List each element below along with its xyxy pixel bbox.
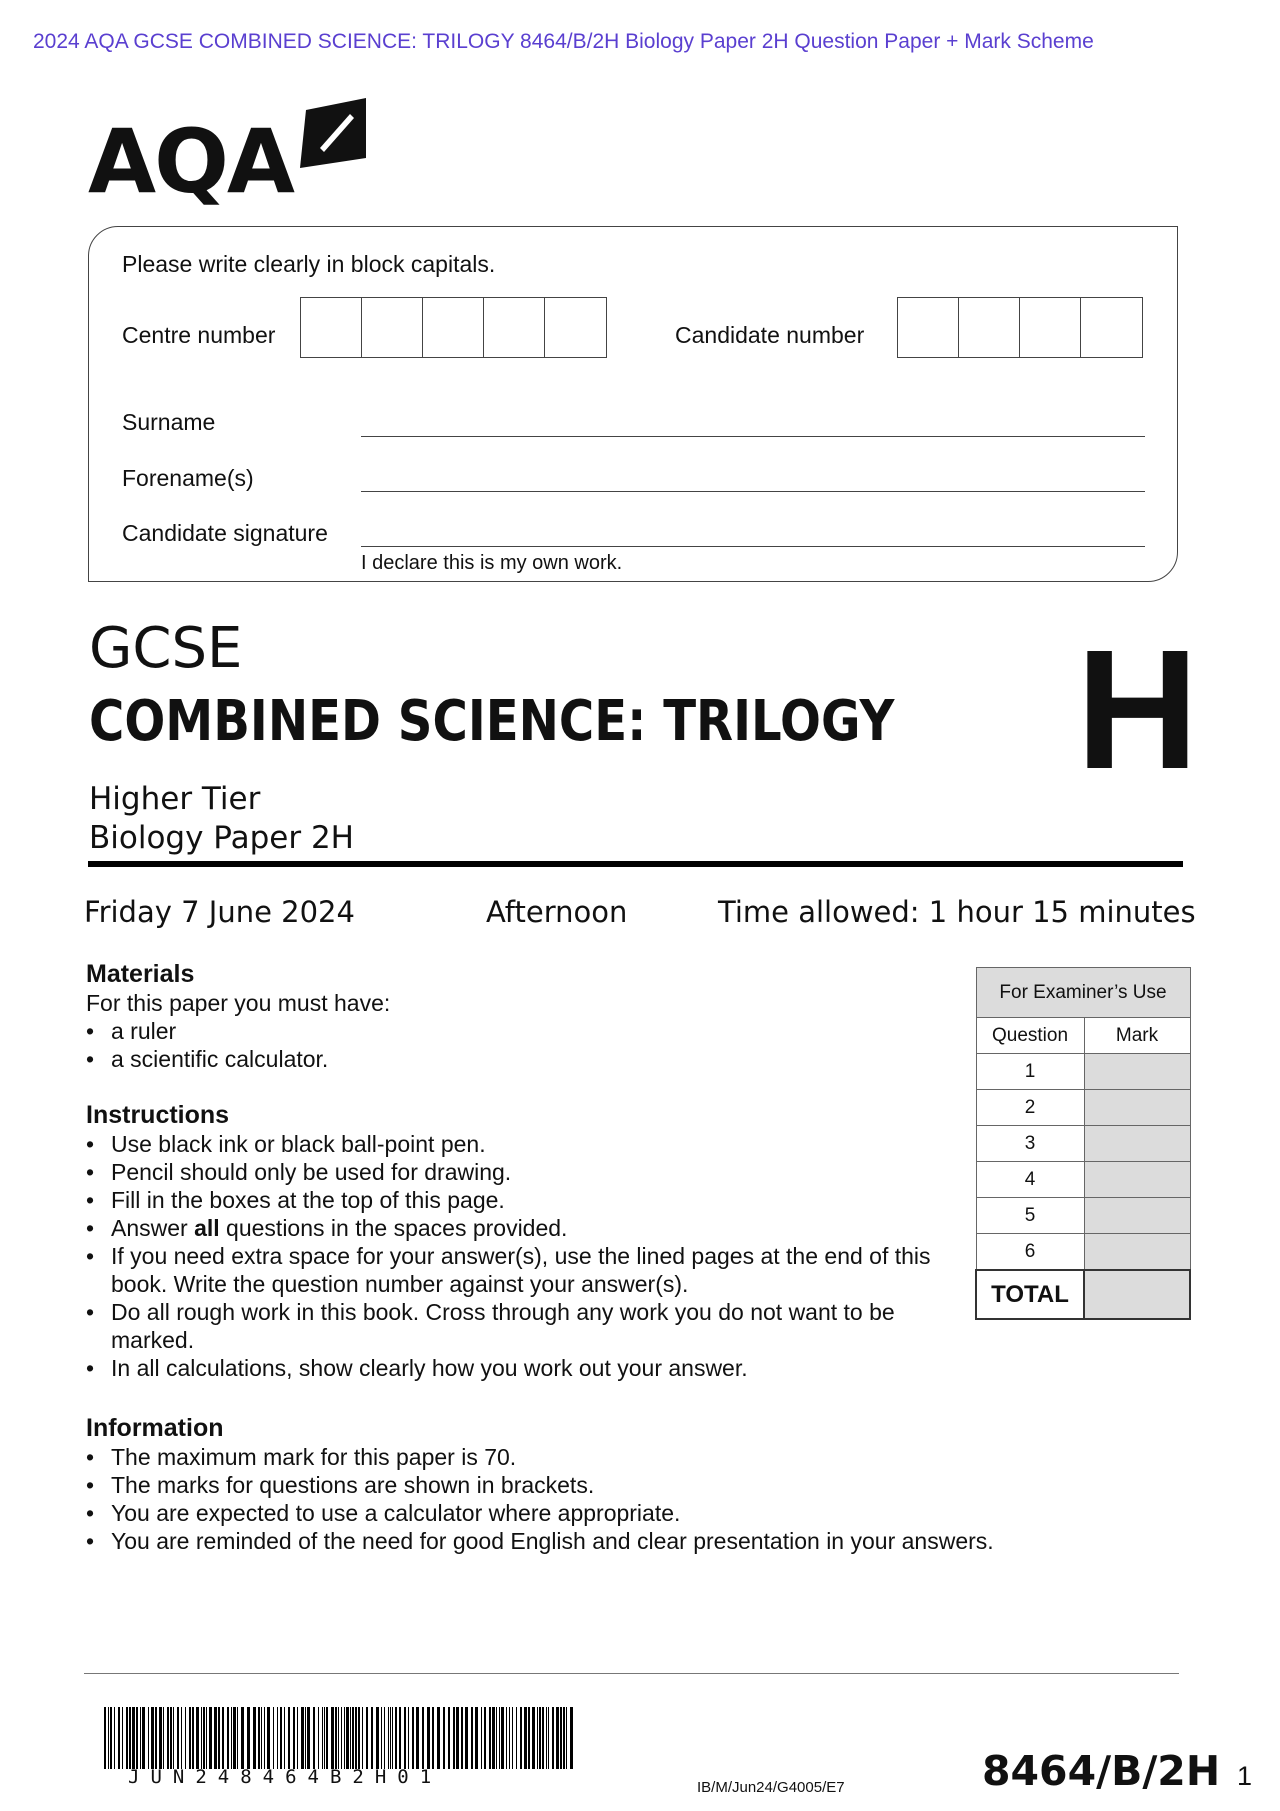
table-row	[976, 1054, 1190, 1090]
surname-field[interactable]	[361, 436, 1145, 437]
table-row	[976, 1198, 1190, 1234]
barcode-bar	[484, 1707, 486, 1769]
list-item: • You are expected to use a calculator where appropriate.	[111, 1499, 1086, 1527]
mark-cell	[1084, 1198, 1190, 1234]
list-item: • Do all rough work in this book. Cross through any work you do not want to be marked.	[111, 1298, 946, 1354]
barcode-bar	[416, 1707, 419, 1769]
paper-label: Biology Paper 2H	[89, 820, 354, 856]
barcode-bar	[201, 1707, 202, 1769]
barcode-bar	[313, 1707, 315, 1769]
barcode-bar	[395, 1707, 397, 1769]
barcode-bar	[412, 1707, 414, 1769]
list-item: • a scientific calculator.	[111, 1045, 966, 1073]
surname-label: Surname	[122, 409, 216, 435]
barcode-bar	[318, 1707, 319, 1769]
barcode-bar	[399, 1707, 401, 1769]
barcode-bar	[189, 1707, 191, 1769]
barcode-bar	[506, 1707, 507, 1769]
candidate-number-digit-box[interactable]	[898, 298, 959, 357]
exam-date: Friday 7 June 2024	[84, 895, 355, 929]
barcode-bar	[453, 1707, 455, 1769]
barcode-bar	[293, 1707, 295, 1769]
forename-field[interactable]	[361, 491, 1145, 492]
barcode-bar	[362, 1707, 363, 1769]
barcode-bar	[151, 1707, 154, 1769]
barcode-bar	[392, 1707, 393, 1769]
barcode-bar	[108, 1707, 109, 1769]
barcode-bar	[227, 1707, 229, 1769]
barcode-bar	[129, 1707, 131, 1769]
barcode-bar	[335, 1707, 337, 1769]
question-number: 6	[976, 1234, 1084, 1271]
barcode-bar	[258, 1707, 260, 1769]
barcode-bar	[214, 1707, 217, 1769]
barcode-bar	[366, 1707, 368, 1769]
barcode-bar	[358, 1707, 360, 1769]
block-capitals-instruction: Please write clearly in block capitals.	[122, 251, 496, 277]
barcode-bar	[489, 1707, 491, 1769]
centre-number-digit-box[interactable]	[484, 298, 545, 357]
barcode-bar	[448, 1707, 450, 1769]
barcode-bar	[185, 1707, 186, 1769]
signature-field[interactable]	[361, 546, 1145, 547]
barcode-bar	[118, 1707, 120, 1769]
time-allowed: Time allowed: 1 hour 15 minutes	[718, 895, 1196, 929]
mark-cell	[1084, 1234, 1190, 1271]
barcode-bar	[122, 1707, 123, 1769]
candidate-number-boxes[interactable]	[897, 297, 1143, 358]
question-number: 3	[976, 1126, 1084, 1162]
barcode-bar	[509, 1707, 510, 1769]
barcode-bar	[461, 1707, 463, 1769]
barcode-bar	[344, 1707, 345, 1769]
header-link[interactable]: 2024 AQA GCSE COMBINED SCIENCE: TRILOGY 8464/B/2H Biology Paper 2H Question Paper + Mark Scheme	[33, 30, 1094, 53]
barcode-bar	[322, 1707, 323, 1769]
instructions-list	[86, 1130, 946, 1382]
table-row	[976, 1234, 1190, 1271]
materials-list	[86, 1017, 966, 1073]
question-number: 2	[976, 1090, 1084, 1126]
barcode-bar	[142, 1707, 145, 1769]
barcode-bar	[288, 1707, 290, 1769]
barcode-bar	[110, 1707, 112, 1769]
barcode-bar	[524, 1707, 527, 1769]
barcode-bar	[264, 1707, 265, 1769]
barcode-bar	[456, 1707, 459, 1769]
barcode-bar	[546, 1707, 547, 1769]
information-list	[86, 1443, 1086, 1555]
question-number: 1	[976, 1054, 1084, 1090]
barcode-bar	[422, 1707, 424, 1769]
barcode-bar	[376, 1707, 379, 1769]
barcode-bar	[542, 1707, 544, 1769]
barcode-bar	[537, 1707, 538, 1769]
barcode-bar	[404, 1707, 406, 1769]
mark-column-header: Mark	[1084, 1018, 1190, 1054]
document-reference: IB/M/Jun24/G4005/E7	[697, 1779, 845, 1796]
barcode-bar	[331, 1707, 334, 1769]
materials-heading: Materials	[86, 960, 195, 988]
barcode-bar	[284, 1707, 285, 1769]
list-item: • Fill in the boxes at the top of this page.	[111, 1186, 946, 1214]
information-heading: Information	[86, 1414, 224, 1442]
barcode-bar	[496, 1707, 497, 1769]
barcode-bar	[532, 1707, 535, 1769]
question-number: 4	[976, 1162, 1084, 1198]
instructions-heading: Instructions	[86, 1101, 230, 1129]
mark-cell	[1084, 1090, 1190, 1126]
mark-cell	[1084, 1126, 1190, 1162]
list-item: • Pencil should only be used for drawing.	[111, 1158, 946, 1186]
centre-number-digit-box[interactable]	[423, 298, 484, 357]
barcode-bar	[140, 1707, 141, 1769]
list-item: • If you need extra space for your answer(s), use the lined pages at the end of this book. Write the question number against your answer(s).	[111, 1242, 946, 1298]
barcode-bar	[104, 1707, 106, 1769]
barcode-bar	[253, 1707, 256, 1769]
tier-letter: H	[1076, 615, 1199, 805]
barcode-bar	[209, 1707, 212, 1769]
barcode-bar	[481, 1707, 482, 1769]
barcode-bar	[297, 1707, 298, 1769]
barcode-bar	[475, 1707, 478, 1769]
barcode-bar	[155, 1707, 157, 1769]
candidate-number-digit-box[interactable]	[959, 298, 1020, 357]
subject-title: COMBINED SCIENCE: TRILOGY	[89, 689, 895, 754]
barcode-bar	[307, 1707, 310, 1769]
barcode-bar	[528, 1707, 530, 1769]
barcode-bar	[167, 1707, 169, 1769]
barcode-bar	[408, 1707, 409, 1769]
barcode-bar	[355, 1707, 357, 1769]
barcode-bar	[324, 1707, 325, 1769]
question-column-header: Question	[976, 1018, 1084, 1054]
list-item: • The marks for questions are shown in brackets.	[111, 1471, 1086, 1499]
barcode-bar	[181, 1707, 182, 1769]
barcode-bar	[371, 1707, 373, 1769]
forename-label: Forename(s)	[122, 465, 254, 491]
barcode-bar	[492, 1707, 495, 1769]
barcode-bar	[520, 1707, 522, 1769]
barcode-bar	[126, 1707, 128, 1769]
barcode-bar	[231, 1707, 232, 1769]
candidate-number-label: Candidate number	[675, 322, 865, 348]
barcode-bar	[136, 1707, 138, 1769]
barcode-bar	[114, 1707, 115, 1769]
barcode-bar	[159, 1707, 162, 1769]
barcode-bar	[247, 1707, 250, 1769]
barcode-bar	[196, 1707, 199, 1769]
barcode-image	[104, 1707, 576, 1769]
list-item: • Answer all questions in the spaces provided.	[111, 1214, 946, 1242]
barcode-bar	[203, 1707, 205, 1769]
barcode-bar	[388, 1707, 389, 1769]
table-row	[976, 1162, 1190, 1198]
barcode-bar	[237, 1707, 238, 1769]
barcode-bar	[301, 1707, 304, 1769]
barcode-bar	[273, 1707, 274, 1769]
declaration-text: I declare this is my own work.	[361, 552, 623, 574]
centre-number-boxes[interactable]	[300, 297, 607, 358]
examiner-table-title: For Examiner’s Use	[976, 968, 1190, 1018]
barcode-bar	[341, 1707, 342, 1769]
total-label: TOTAL	[976, 1270, 1084, 1319]
paper-code: 8464/B/2H	[982, 1747, 1221, 1795]
instructions-section	[86, 1101, 946, 1382]
barcode-bar	[352, 1707, 354, 1769]
centre-number-digit-box[interactable]	[362, 298, 423, 357]
centre-number-label: Centre number	[122, 322, 276, 348]
table-row	[976, 1126, 1190, 1162]
barcode-bar	[381, 1707, 382, 1769]
page-number: 1	[1237, 1761, 1253, 1791]
list-item: • Use black ink or black ball-point pen.	[111, 1130, 946, 1158]
title-divider	[88, 861, 1183, 867]
list-item: • In all calculations, show clearly how you work out your answer.	[111, 1354, 946, 1382]
barcode-bar	[556, 1707, 559, 1769]
information-section	[86, 1414, 1086, 1555]
barcode-bar	[437, 1707, 440, 1769]
total-mark-cell	[1084, 1270, 1190, 1319]
barcode-bar	[241, 1707, 244, 1769]
candidate-number-digit-box[interactable]	[1020, 298, 1081, 357]
barcode-bar	[566, 1707, 567, 1769]
svg-text:AQA: AQA	[88, 110, 294, 206]
exam-session: Afternoon	[486, 895, 628, 929]
barcode-bar	[305, 1707, 306, 1769]
barcode-bar	[206, 1707, 207, 1769]
barcode-bar	[465, 1707, 468, 1769]
barcode-bar	[512, 1707, 513, 1769]
barcode-bar	[443, 1707, 445, 1769]
examiner-use-table	[975, 967, 1191, 1320]
barcode-bar	[471, 1707, 473, 1769]
barcode-bar	[173, 1707, 174, 1769]
list-item: • The maximum mark for this paper is 70.	[111, 1443, 1086, 1471]
barcode-bar	[346, 1707, 349, 1769]
footer-divider	[84, 1673, 1179, 1674]
mark-cell	[1084, 1162, 1190, 1198]
barcode-bar	[338, 1707, 339, 1769]
centre-number-digit-box[interactable]	[301, 298, 362, 357]
centre-number-digit-box[interactable]	[545, 298, 606, 357]
aqa-flag-logo	[88, 96, 368, 206]
signature-label: Candidate signature	[122, 520, 328, 546]
barcode-bar	[501, 1707, 504, 1769]
barcode-bar	[326, 1707, 328, 1769]
materials-intro: For this paper you must have:	[86, 990, 391, 1016]
barcode-bar	[192, 1707, 194, 1769]
barcode-bar	[277, 1707, 278, 1769]
barcode-bar	[539, 1707, 541, 1769]
barcode-bar	[218, 1707, 220, 1769]
barcode-bar	[516, 1707, 517, 1769]
barcode-bar	[163, 1707, 164, 1769]
barcode-bar	[570, 1707, 573, 1769]
barcode-bar	[261, 1707, 262, 1769]
barcode-bar	[148, 1707, 149, 1769]
barcode-bar	[552, 1707, 554, 1769]
barcode-bar	[427, 1707, 430, 1769]
barcode-bar	[384, 1707, 385, 1769]
question-number: 5	[976, 1198, 1084, 1234]
barcode-bar	[280, 1707, 282, 1769]
tier-label: Higher Tier	[89, 781, 261, 817]
qualification-title: GCSE	[89, 616, 243, 681]
list-item: • a ruler	[111, 1017, 966, 1045]
barcode-bar	[132, 1707, 135, 1769]
barcode-bar	[177, 1707, 179, 1769]
barcode-bar	[390, 1707, 391, 1769]
barcode-bar	[499, 1707, 500, 1769]
barcode-bar	[563, 1707, 565, 1769]
barcode-bar	[233, 1707, 236, 1769]
barcode-bar	[350, 1707, 351, 1769]
barcode-bar	[170, 1707, 172, 1769]
mark-cell	[1084, 1054, 1190, 1090]
materials-section	[86, 960, 966, 1073]
list-item: • You are reminded of the need for good English and clear presentation in your answers.	[111, 1527, 1086, 1555]
barcode-text: JUN248464B2H01	[128, 1766, 443, 1788]
table-row	[976, 1090, 1190, 1126]
barcode-bar	[548, 1707, 549, 1769]
candidate-number-digit-box[interactable]	[1081, 298, 1142, 357]
barcode-bar	[222, 1707, 224, 1769]
barcode-bar	[432, 1707, 434, 1769]
barcode-bar	[560, 1707, 562, 1769]
barcode-bar	[267, 1707, 270, 1769]
